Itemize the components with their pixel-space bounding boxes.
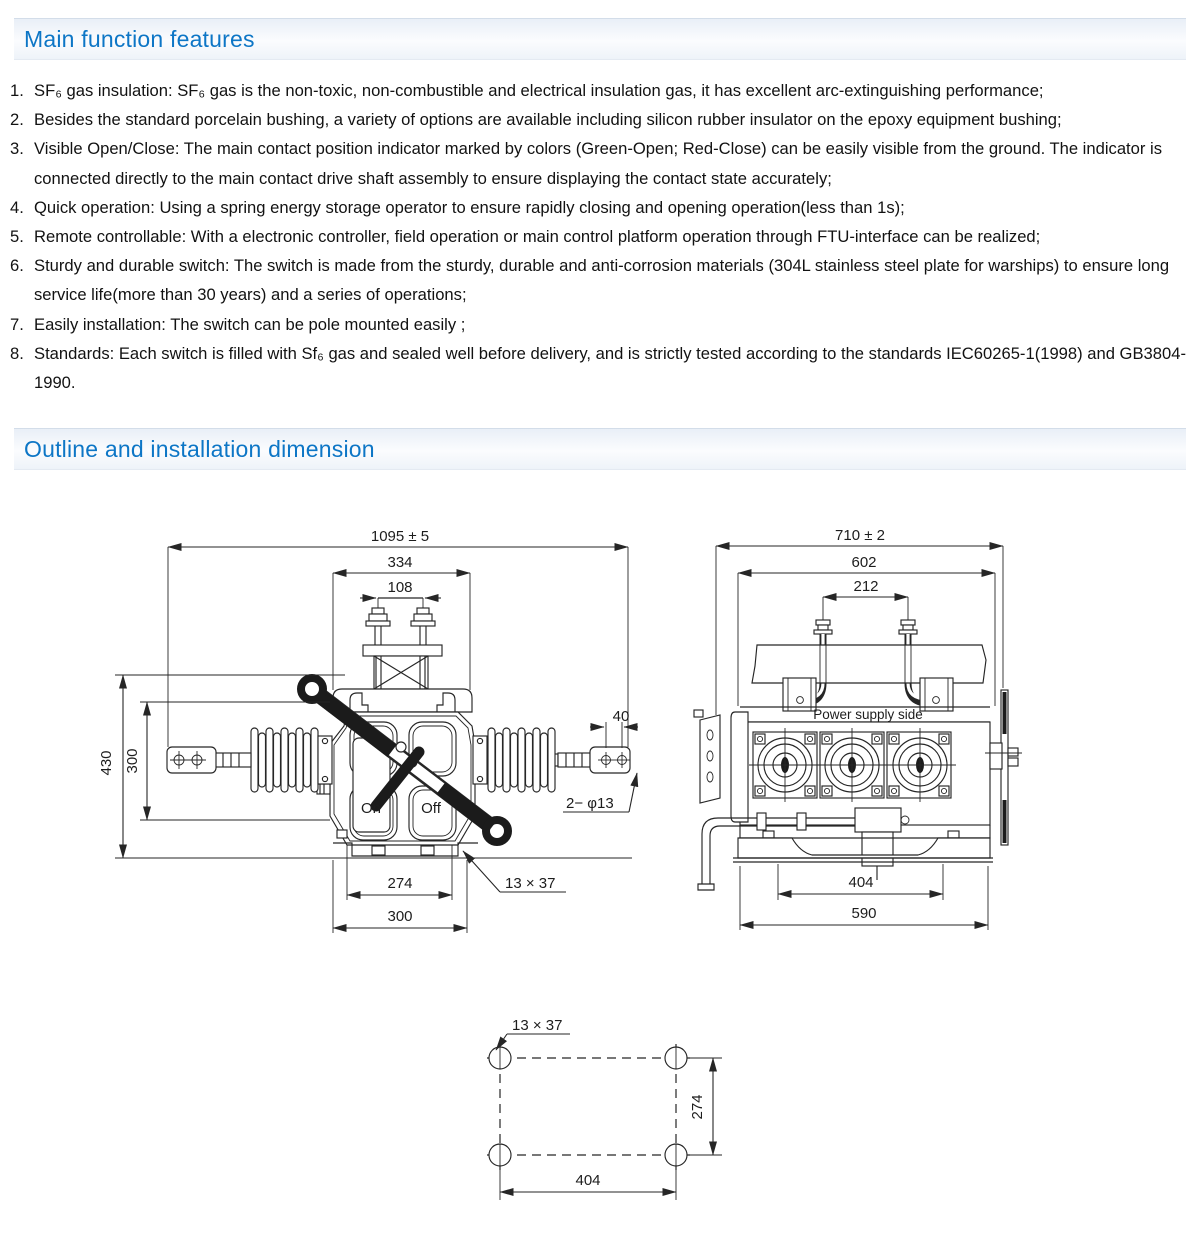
features-section-title: Main function features: [24, 25, 255, 52]
plan-dim-vertical-label: 274: [689, 1094, 706, 1120]
feature-list: [10, 76, 1192, 397]
side-dim-base-label: 590: [851, 905, 877, 922]
list-item: [10, 105, 1192, 134]
front-dim-hanger-label: 334: [387, 554, 413, 571]
left-bushing: [167, 728, 332, 792]
front-dim-overall-label: 1095 ± 5: [370, 528, 430, 545]
item-number: 1.: [10, 81, 24, 100]
hanger-bracket: [333, 689, 472, 712]
on-label: On: [360, 800, 382, 817]
conduit-pipe: [698, 808, 909, 890]
front-dim-bolt-spacing-label: 108: [387, 579, 413, 596]
mounting-bracket: [333, 843, 478, 862]
item-number: 2.: [10, 110, 24, 130]
front-terminal-holes-label: 2− φ13: [566, 795, 614, 812]
power-supply-side-label: Power supply side: [813, 707, 923, 722]
item-number: 3.: [10, 139, 24, 159]
hanger-plate: [363, 645, 442, 656]
item-text: Standards: Each switch is filled with Sf₆ gas and sealed well before delivery, and is strictly tested according to the standards IEC60265-1(1998) and GB3804-1990.: [34, 343, 1186, 393]
side-view-drawing: [694, 527, 1022, 930]
item-number: 4.: [10, 197, 24, 217]
list-item: [10, 134, 1192, 192]
item-text: Easily installation: The switch can be pole mounted easily ;: [34, 314, 466, 334]
side-dim-body-label: 602: [851, 554, 877, 571]
list-item: [10, 339, 1192, 397]
item-text: Sturdy and durable switch: The switch is made from the sturdy, durable and anti-corrosion materials (304L stainless steel plate for warships) to ensure long service life(more than 30 years) and a series of operations;: [34, 256, 1170, 305]
front-dim-hole-spacing-label: 40: [612, 708, 630, 725]
side-dim-overall-label: 710 ± 2: [835, 527, 885, 544]
item-text: Visible Open/Close: The main contact position indicator marked by colors (Green-Open; Red-Close) can be easily visible from the ground. The indicator is connected directly to the main contact drive shaft assembly to ensure displaying the contact state accurately;: [34, 139, 1163, 188]
bushing-faces: [749, 728, 956, 802]
item-text: Besides the standard porcelain bushing, a variety of options are available including silicon rubber insulator on the epoxy equipment bushing;: [34, 110, 1062, 130]
section-header-outline: [14, 428, 1186, 470]
plan-slot-label: 13 × 37: [512, 1017, 563, 1034]
list-item: [10, 193, 1192, 222]
front-dim-feet-inner-label: 274: [387, 875, 413, 892]
item-number: 8.: [10, 343, 24, 363]
list-item: [10, 310, 1192, 339]
front-dim-insulator-height-label: 300: [124, 748, 141, 774]
list-item: [10, 251, 1192, 309]
left-bracket: [694, 710, 720, 803]
mounting-plan-drawing: [487, 1017, 722, 1200]
left-end-plate: [731, 712, 748, 822]
item-text: Quick operation: Using a spring energy storage operator to ensure rapidly closing and opening operation(less than 1s);: [34, 197, 905, 217]
plan-dim-horizontal-label: 404: [575, 1172, 601, 1189]
pole-beam: [752, 645, 986, 683]
item-text: Remote controllable: With a electronic controller, field operation or main control platform operation through FTU-interface can be realized;: [34, 227, 1041, 247]
item-text: SF₆ gas insulation: SF₆ gas is the non-toxic, non-combustible and electrical insulation gas, it has excellent arc-extinguishing performance;: [34, 81, 1044, 100]
front-slot-label: 13 × 37: [505, 875, 556, 892]
front-view-drawing: [98, 528, 638, 933]
list-item: [10, 76, 1192, 105]
side-dim-feet-label: 404: [848, 874, 874, 891]
gas-valve: [337, 830, 347, 838]
side-dim-ubolt-label: 212: [853, 578, 879, 595]
hanger-bolts: [366, 598, 435, 645]
section-header-features: [14, 18, 1186, 60]
front-dim-feet-outer-label: 300: [387, 908, 413, 925]
front-dim-total-height-label: 430: [98, 750, 115, 776]
item-number: 6.: [10, 256, 24, 276]
outline-dimension-drawings: [0, 500, 1200, 1235]
item-number: 5.: [10, 227, 24, 247]
list-item: [10, 222, 1192, 251]
off-label: Off: [421, 800, 441, 817]
outline-section-title: Outline and installation dimension: [24, 435, 375, 462]
item-number: 7.: [10, 314, 24, 334]
